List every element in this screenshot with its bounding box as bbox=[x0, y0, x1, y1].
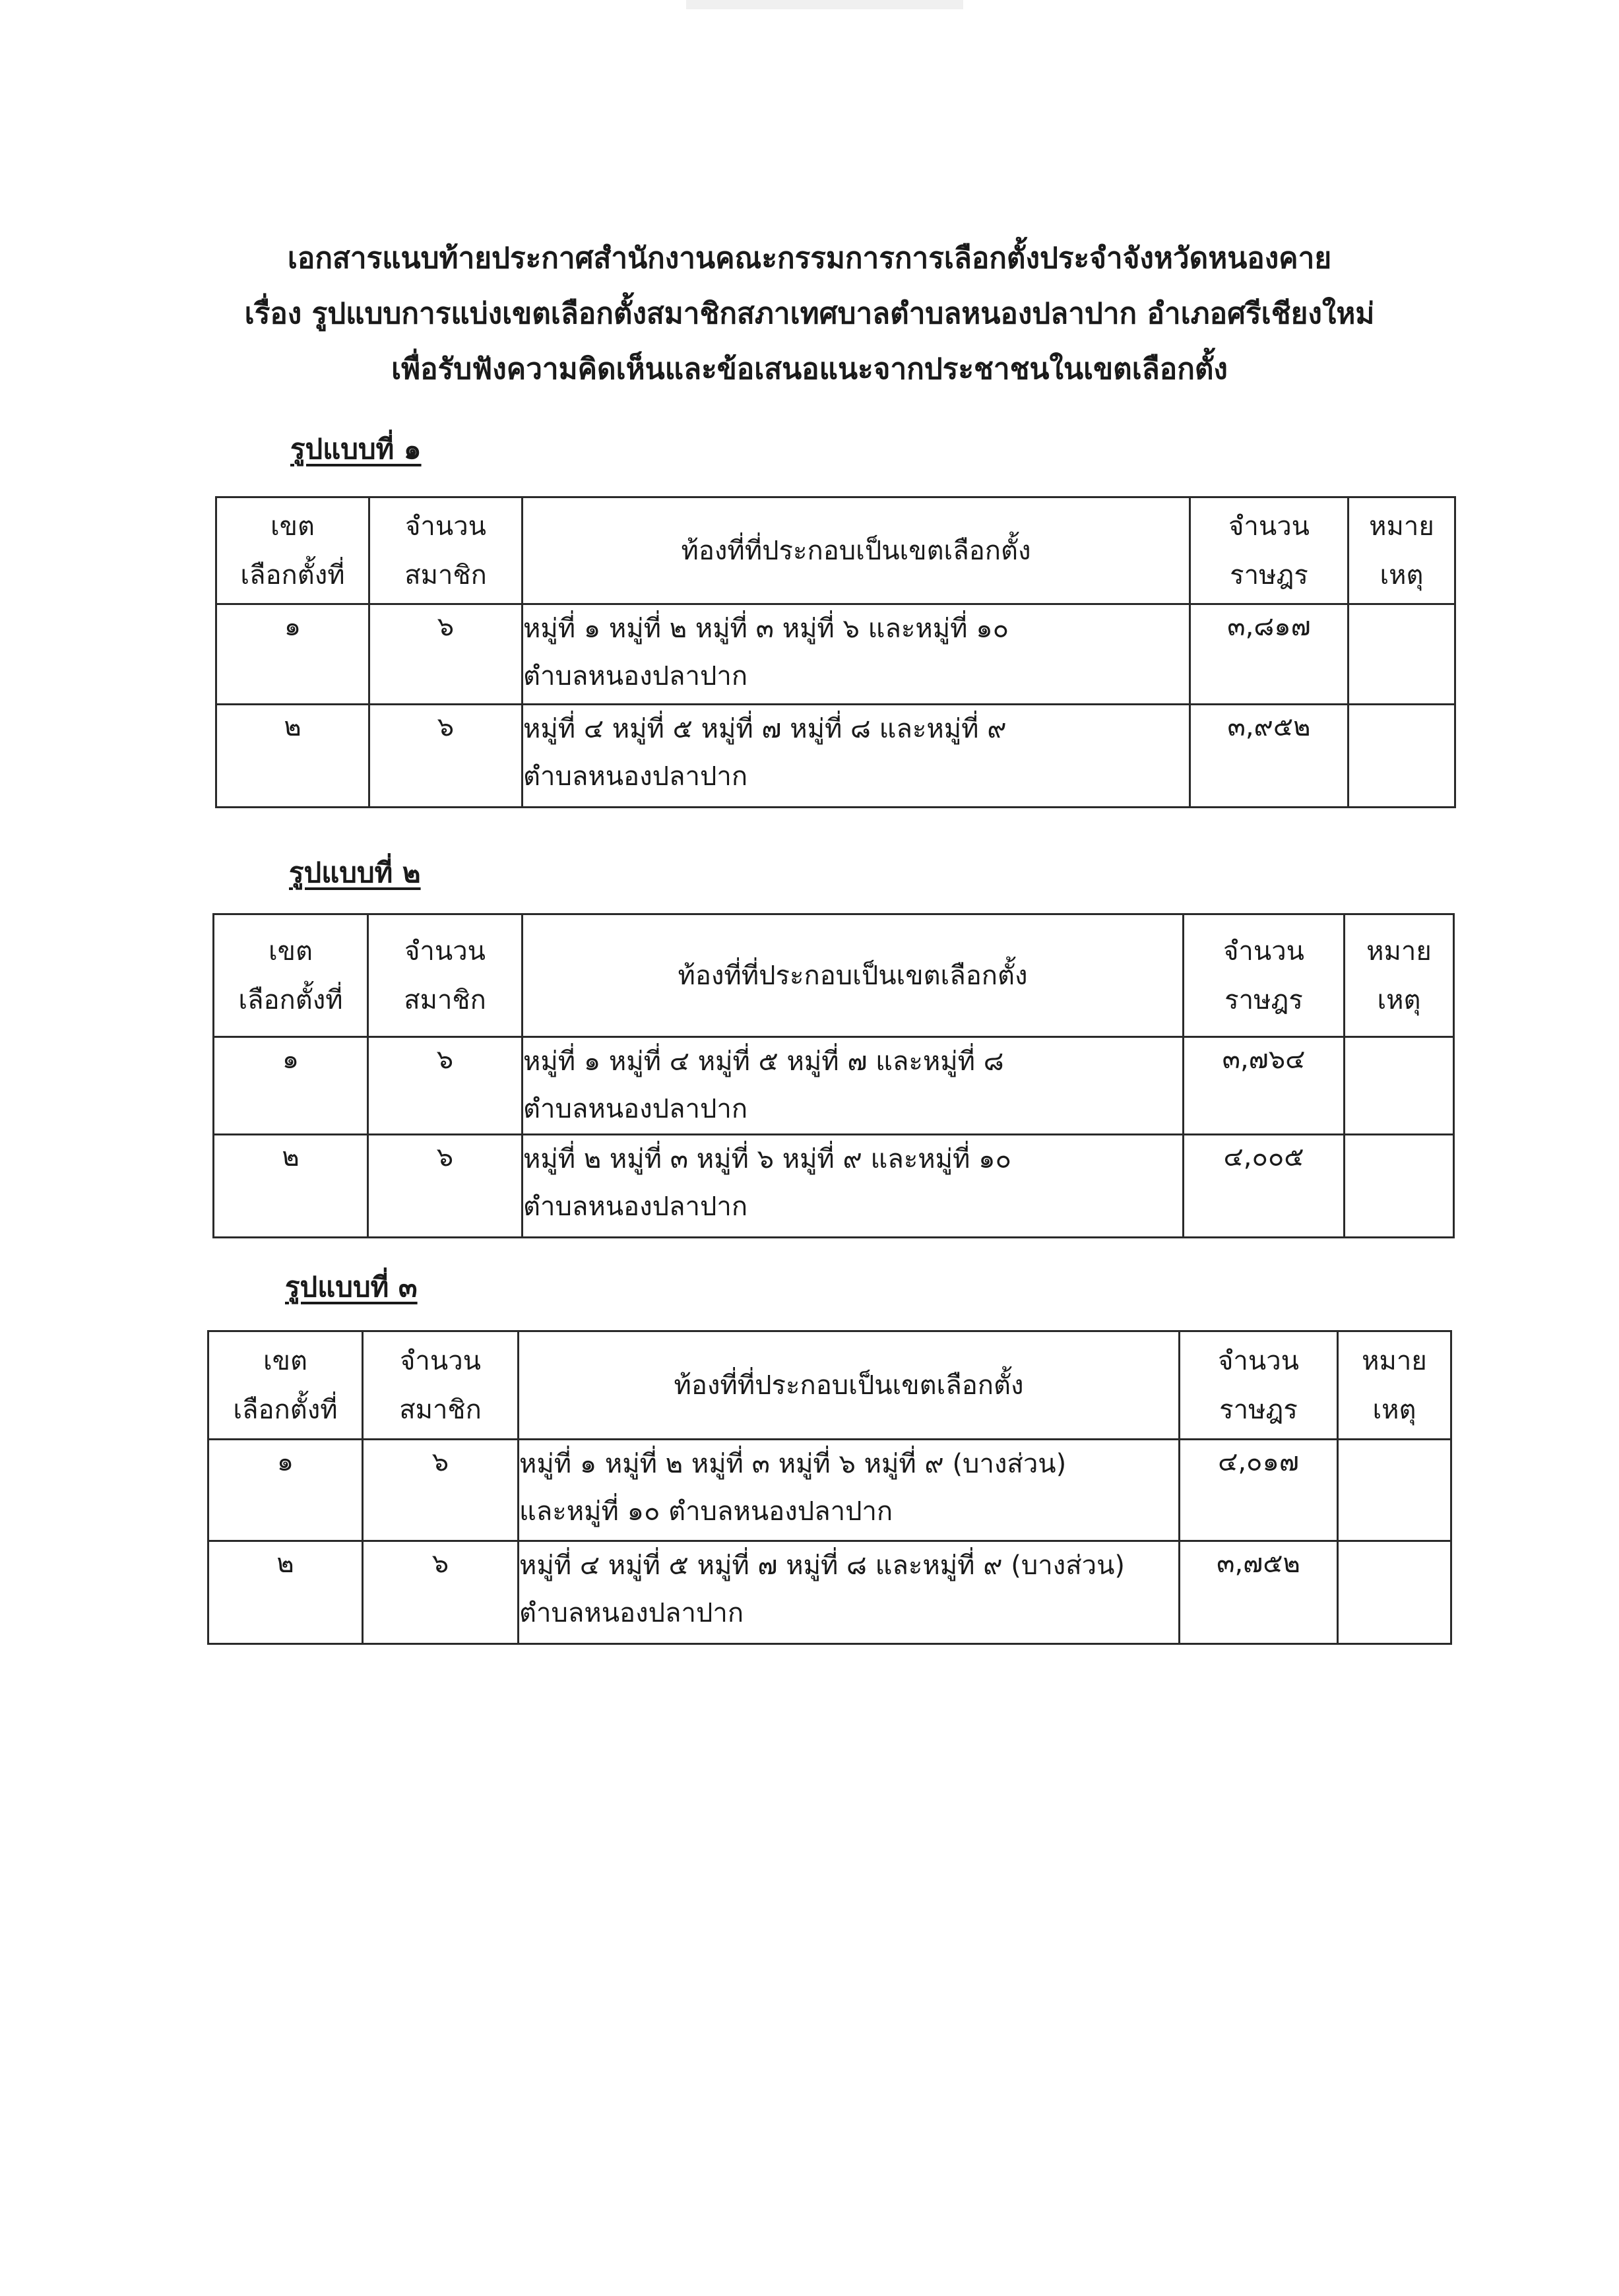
pattern-2-title: รูปแบบที่ ๒ bbox=[289, 856, 421, 889]
header-area: ท้องที่ที่ประกอบเป็นเขตเลือกตั้ง bbox=[523, 914, 1184, 1037]
table-row bbox=[214, 1037, 1454, 1135]
heading-line-3: เพื่อรับฟังความคิดเห็นและข้อเสนอแนะจากประชาชนในเขตเลือกตั้ง bbox=[391, 352, 1228, 386]
header-area: ท้องที่ที่ประกอบเป็นเขตเลือกตั้ง bbox=[519, 1331, 1180, 1440]
cell-members: ๖ bbox=[369, 705, 523, 808]
cell-population: ๓,๘๑๗ bbox=[1190, 604, 1349, 705]
cell-population: ๓,๙๕๒ bbox=[1190, 705, 1349, 808]
cell-population: ๔,๐๑๗ bbox=[1180, 1440, 1338, 1541]
table-header-row bbox=[216, 497, 1455, 604]
header-population: จำนวน ราษฎร bbox=[1180, 1331, 1338, 1440]
cell-area: หมู่ที่ ๒ หมู่ที่ ๓ หมู่ที่ ๖ หมู่ที่ ๙ และหมู่ที่ ๑๐ ตำบลหนองปลาปาก bbox=[523, 1135, 1184, 1238]
header-remarks: หมาย เหตุ bbox=[1345, 914, 1454, 1037]
header-district: เขต เลือกตั้งที่ bbox=[216, 497, 369, 604]
cell-area: หมู่ที่ ๑ หมู่ที่ ๔ หมู่ที่ ๕ หมู่ที่ ๗ และหมู่ที่ ๘ ตำบลหนองปลาปาก bbox=[523, 1037, 1184, 1135]
header-members: จำนวน สมาชิก bbox=[368, 914, 523, 1037]
pattern-3-table bbox=[207, 1330, 1452, 1645]
cell-district: ๑ bbox=[216, 604, 369, 705]
table-row bbox=[208, 1440, 1451, 1541]
cell-district: ๑ bbox=[208, 1440, 363, 1541]
cell-area: หมู่ที่ ๔ หมู่ที่ ๕ หมู่ที่ ๗ หมู่ที่ ๘ และหมู่ที่ ๙ ตำบลหนองปลาปาก bbox=[523, 705, 1190, 808]
table-header-row bbox=[208, 1331, 1451, 1440]
pattern-1-table bbox=[215, 496, 1456, 808]
table-row bbox=[216, 604, 1455, 705]
cell-area: หมู่ที่ ๑ หมู่ที่ ๒ หมู่ที่ ๓ หมู่ที่ ๖ หมู่ที่ ๙ (บางส่วน) และหมู่ที่ ๑๐ ตำบลหนองปลาปาก bbox=[519, 1440, 1180, 1541]
header-area: ท้องที่ที่ประกอบเป็นเขตเลือกตั้ง bbox=[523, 497, 1190, 604]
header-remarks: หมาย เหตุ bbox=[1349, 497, 1455, 604]
cell-remarks bbox=[1338, 1440, 1451, 1541]
cell-members: ๖ bbox=[363, 1440, 519, 1541]
table-row bbox=[208, 1541, 1451, 1644]
cell-remarks bbox=[1345, 1135, 1454, 1238]
table-header-row bbox=[214, 914, 1454, 1037]
header-district: เขต เลือกตั้งที่ bbox=[208, 1331, 363, 1440]
cell-remarks bbox=[1349, 705, 1455, 808]
header-remarks: หมาย เหตุ bbox=[1338, 1331, 1451, 1440]
cell-population: ๓,๗๖๔ bbox=[1184, 1037, 1345, 1135]
heading-line-2: เรื่อง รูปแบบการแบ่งเขตเลือกตั้งสมาชิกสภาเทศบาลตำบลหนองปลาปาก อำเภอศรีเชียงใหม่ bbox=[244, 297, 1375, 331]
scan-mark bbox=[686, 0, 963, 9]
cell-area: หมู่ที่ ๑ หมู่ที่ ๒ หมู่ที่ ๓ หมู่ที่ ๖ และหมู่ที่ ๑๐ ตำบลหนองปลาปาก bbox=[523, 604, 1190, 705]
cell-population: ๓,๗๕๒ bbox=[1180, 1541, 1338, 1644]
cell-members: ๖ bbox=[368, 1135, 523, 1238]
cell-district: ๒ bbox=[208, 1541, 363, 1644]
cell-remarks bbox=[1345, 1037, 1454, 1135]
document-heading bbox=[0, 231, 1619, 397]
cell-district: ๒ bbox=[216, 705, 369, 808]
cell-district: ๒ bbox=[214, 1135, 368, 1238]
pattern-2-table bbox=[212, 913, 1455, 1238]
header-members: จำนวน สมาชิก bbox=[363, 1331, 519, 1440]
table-row bbox=[214, 1135, 1454, 1238]
header-population: จำนวน ราษฎร bbox=[1190, 497, 1349, 604]
cell-district: ๑ bbox=[214, 1037, 368, 1135]
pattern-1-title: รูปแบบที่ ๑ bbox=[290, 433, 422, 465]
cell-members: ๖ bbox=[368, 1037, 523, 1135]
header-population: จำนวน ราษฎร bbox=[1184, 914, 1345, 1037]
cell-remarks bbox=[1349, 604, 1455, 705]
cell-members: ๖ bbox=[363, 1541, 519, 1644]
heading-line-1: เอกสารแนบท้ายประกาศสำนักงานคณะกรรมการการเลือกตั้งประจำจังหวัดหนองคาย bbox=[287, 241, 1332, 275]
header-members: จำนวน สมาชิก bbox=[369, 497, 523, 604]
header-district: เขต เลือกตั้งที่ bbox=[214, 914, 368, 1037]
cell-members: ๖ bbox=[369, 604, 523, 705]
cell-remarks bbox=[1338, 1541, 1451, 1644]
pattern-3-title: รูปแบบที่ ๓ bbox=[285, 1271, 418, 1303]
cell-area: หมู่ที่ ๔ หมู่ที่ ๕ หมู่ที่ ๗ หมู่ที่ ๘ และหมู่ที่ ๙ (บางส่วน) ตำบลหนองปลาปาก bbox=[519, 1541, 1180, 1644]
table-row bbox=[216, 705, 1455, 808]
cell-population: ๔,๐๐๕ bbox=[1184, 1135, 1345, 1238]
